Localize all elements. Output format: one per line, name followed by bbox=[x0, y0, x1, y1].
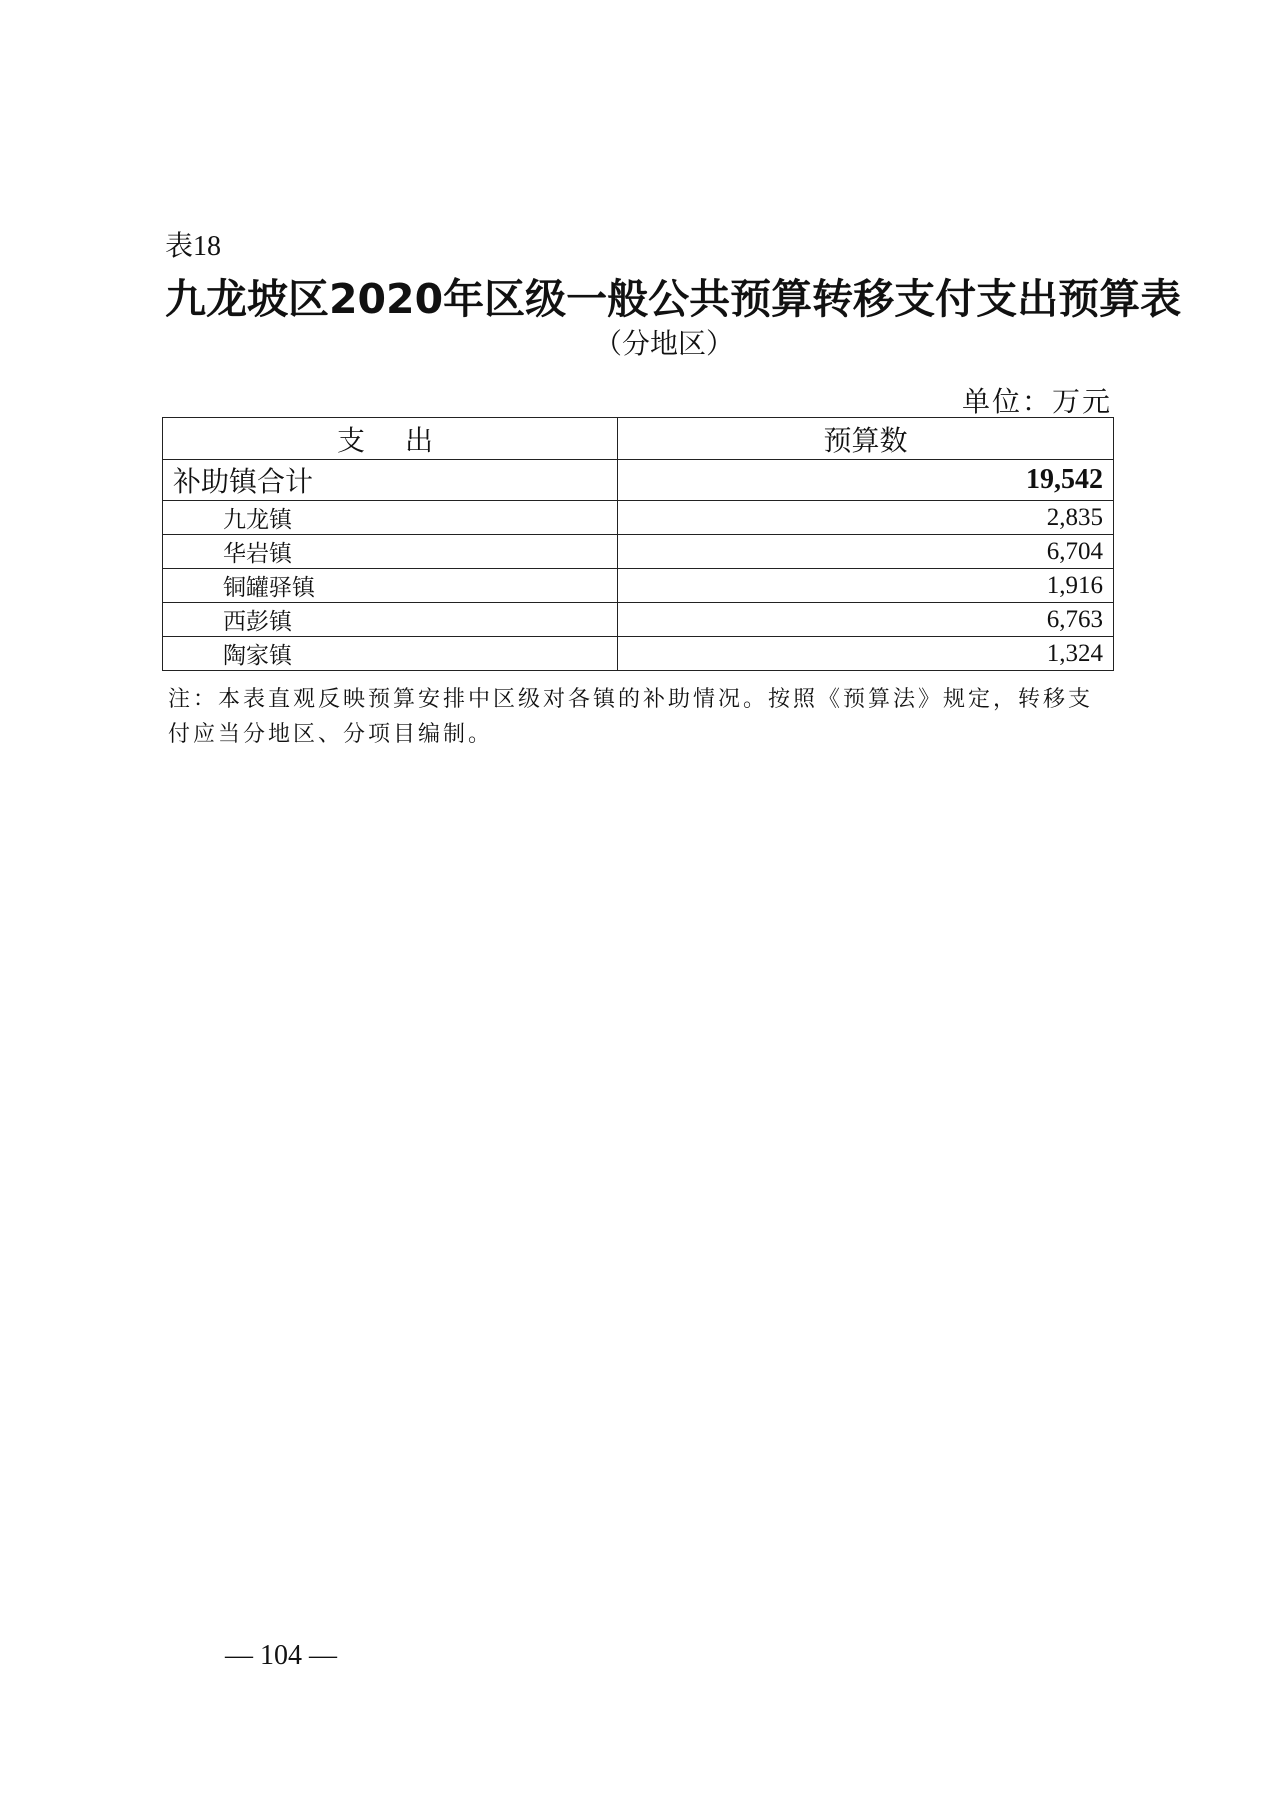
table-row bbox=[163, 603, 1114, 637]
row-value: 1,916 bbox=[618, 569, 1114, 603]
row-name: 九龙镇 bbox=[163, 501, 618, 535]
budget-table bbox=[162, 417, 1114, 671]
document-title: 九龙坡区2020年区级一般公共预算转移支付支出预算表 bbox=[165, 275, 1182, 323]
header-expense: 支出 bbox=[163, 418, 618, 460]
page-number: — 104 — bbox=[225, 1640, 337, 1671]
row-name: 西彭镇 bbox=[163, 603, 618, 637]
table-row bbox=[163, 569, 1114, 603]
document-subtitle: （分地区） bbox=[593, 327, 734, 360]
row-value: 6,704 bbox=[618, 535, 1114, 569]
table-number-label bbox=[165, 224, 221, 264]
row-value: 2,835 bbox=[618, 501, 1114, 535]
table-header-row bbox=[163, 418, 1114, 460]
total-value: 19,542 bbox=[618, 460, 1114, 501]
row-value: 6,763 bbox=[618, 603, 1114, 637]
row-name: 陶家镇 bbox=[163, 637, 618, 671]
table-row bbox=[163, 535, 1114, 569]
total-name: 补助镇合计 bbox=[163, 460, 618, 501]
unit-label: 单位：万元 bbox=[961, 385, 1112, 418]
row-value: 1,324 bbox=[618, 637, 1114, 671]
total-row bbox=[163, 460, 1114, 501]
header-budget: 预算数 bbox=[618, 418, 1114, 460]
row-name: 华岩镇 bbox=[163, 535, 618, 569]
table-row bbox=[163, 637, 1114, 671]
table-row bbox=[163, 501, 1114, 535]
table-footnote: 注：本表直观反映预算安排中区级对各镇的补助情况。按照《预算法》规定，转移支付应当分地区、分项目编制。 bbox=[168, 687, 1094, 747]
row-name: 铜罐驿镇 bbox=[163, 569, 618, 603]
table-label-prefix: 表 bbox=[165, 229, 194, 262]
table-label-number: 18 bbox=[193, 231, 222, 262]
